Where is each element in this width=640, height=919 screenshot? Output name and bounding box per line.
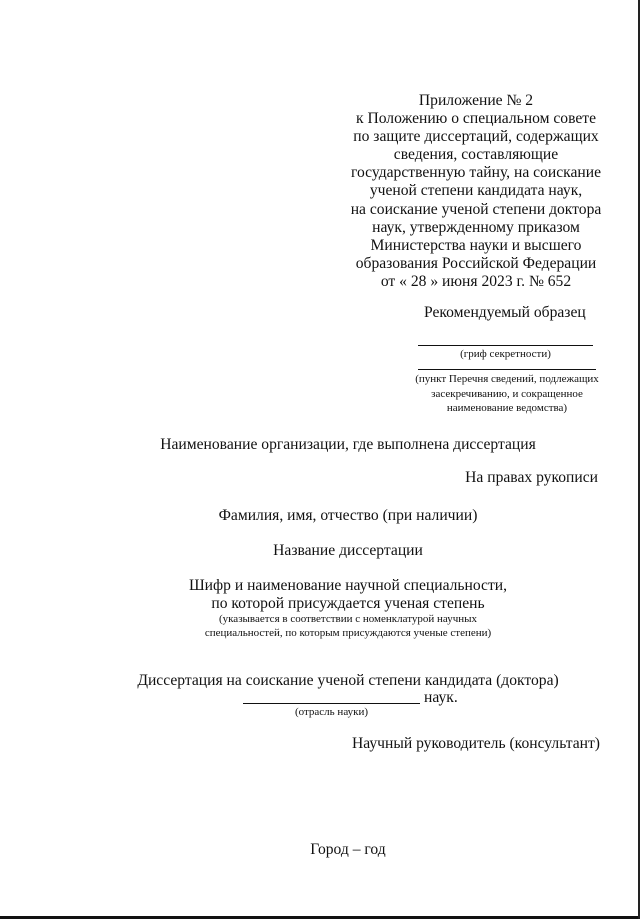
appendix-line: к Положению о специальном совете — [355, 110, 597, 128]
specialty-note-line: (указывается в соответствии с номенклатурой научных — [218, 613, 478, 625]
appendix-line: сведения, составляющие — [393, 146, 559, 164]
classification-clause-caption — [404, 372, 610, 416]
specialty-line: по которой присуждается ученая степень — [211, 595, 485, 612]
clause-caption-line: наименование ведомства) — [446, 402, 568, 414]
dissertation-title: Название диссертации — [273, 542, 423, 559]
classification-stamp-caption: (гриф секретности) — [460, 348, 551, 360]
clause-caption-line: засекречиванию, и сокращенное — [431, 387, 583, 400]
appendix-line: по защите диссертаций, содержащих — [353, 128, 599, 146]
appendix-line: Приложение № 2 — [418, 92, 534, 109]
appendix-line: государственную тайну, на соискание — [350, 164, 601, 182]
appendix-header — [340, 92, 612, 291]
appendix-line: на соискание ученой степени доктора — [350, 200, 602, 218]
organization-name: Наименование организации, где выполнена диссертация — [160, 436, 536, 453]
manuscript-rights: На правах рукописи — [465, 469, 598, 486]
science-field-caption: (отрасль науки) — [294, 706, 369, 718]
specialty-line: Шифр и наименование научной специальности, — [188, 577, 508, 594]
specialty-block — [140, 577, 556, 613]
specialty-note — [160, 613, 536, 640]
author-name: Фамилия, имя, отчество (при наличии) — [218, 507, 478, 524]
classification-clause-line — [418, 369, 596, 370]
appendix-line: Министерства науки и высшего — [370, 236, 582, 254]
appendix-line: от « 28 » июня 2023 г. № 652 — [380, 272, 572, 290]
recommended-sample-label: Рекомендуемый образец — [424, 304, 586, 321]
specialty-note-line: специальностей, по которым присуждаются ученые степени) — [204, 626, 492, 639]
degree-line: Диссертация на соискание ученой степени кандидата (доктора) — [137, 672, 559, 689]
appendix-line: наук, утвержденному приказом — [372, 218, 580, 236]
appendix-line: образования Российской Федерации — [355, 254, 597, 272]
degree-suffix: наук. — [424, 689, 458, 706]
city-year: Город – год — [310, 841, 386, 858]
science-field-line — [243, 703, 420, 704]
supervisor: Научный руководитель (консультант) — [352, 735, 600, 752]
classification-stamp-line — [418, 345, 593, 346]
appendix-line: ученой степени кандидата наук, — [369, 182, 583, 200]
clause-caption-line: (пункт Перечня сведений, подлежащих — [415, 373, 599, 385]
